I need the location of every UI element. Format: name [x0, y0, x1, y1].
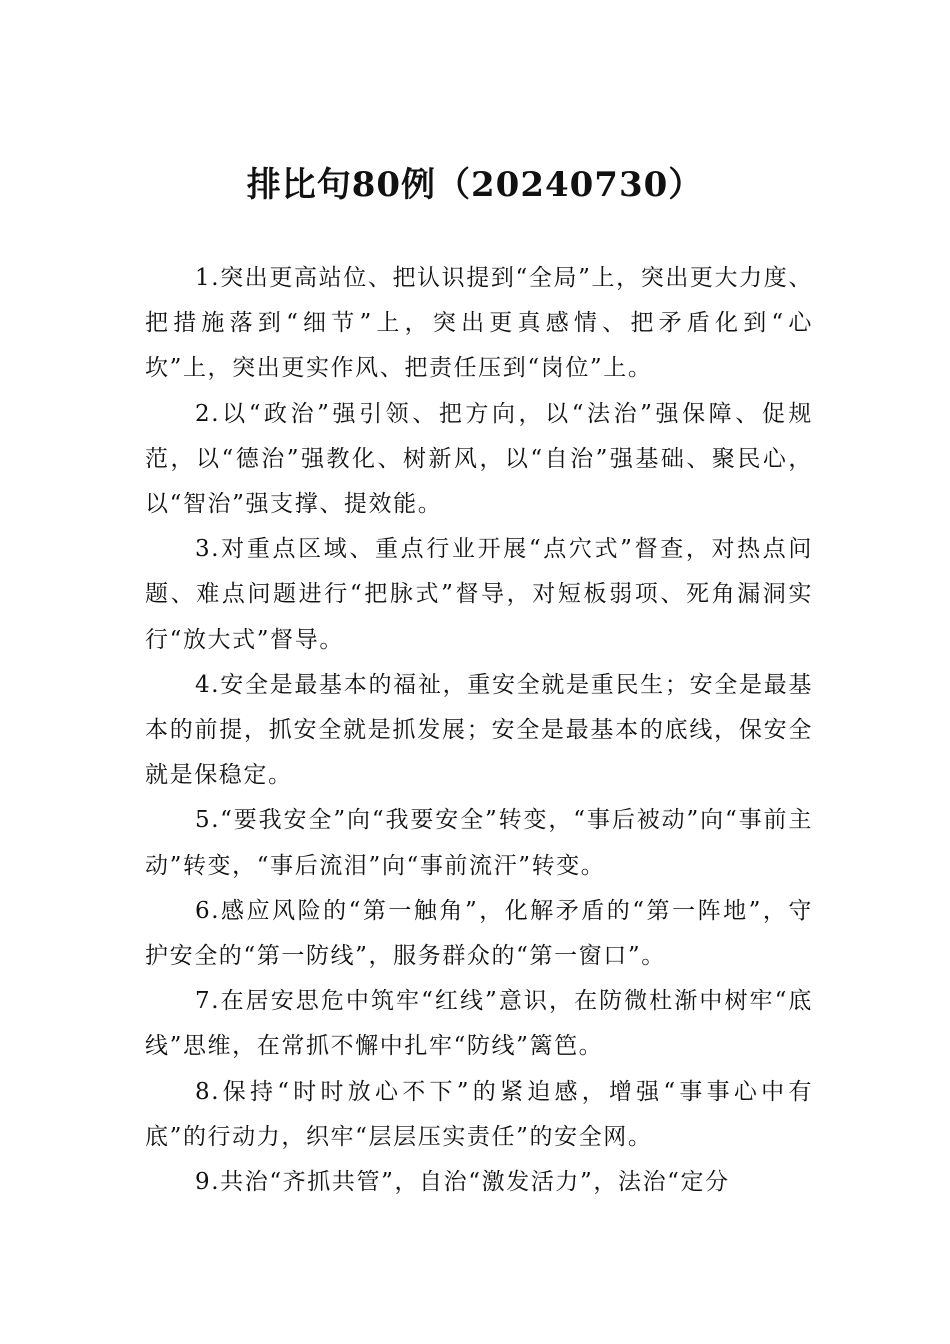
paragraph-9: 9.共治“齐抓共管”，自治“激发活力”，法治“定分	[195, 1169, 730, 1196]
document-title: 排比句80例（20240730）	[246, 165, 704, 205]
paragraph-2: 2.以“政治”强引领、把方向，以“法治”强保障、促规范，以“德治”强教化、树新风，以“自治”强基础、聚民心，以“智治”强支撑、提效能。	[145, 400, 813, 518]
paragraph-8: 8.保持“时时放心不下”的紧迫感，增强“事事心中有底”的行动力，织牢“层层压实责任”的安全网。	[145, 1078, 813, 1150]
document-body	[145, 256, 813, 1205]
paragraph-6: 6.感应风险的“第一触角”，化解矛盾的“第一阵地”，守护安全的“第一防线”，服务群众的“第一窗口”。	[145, 897, 813, 970]
paragraph-7: 7.在居安思危中筑牢“红线”意识，在防微杜渐中树牢“底线”思维，在常抓不懈中扎牢“防线”篱笆。	[145, 988, 813, 1060]
paragraph-1: 1.突出更高站位、把认识提到“全局”上，突出更大力度、把措施落到“细节”上，突出更真感情、把矛盾化到“心坎”上，突出更实作风、把责任压到“岗位”上。	[145, 265, 813, 382]
paragraph-5: 5.“要我安全”向“我要安全”转变，“事后被动”向“事前主动”转变，“事后流泪”向“事前流汗”转变。	[145, 807, 813, 879]
paragraph-4: 4.安全是最基本的福祉，重安全就是重民生；安全是最基本的前提，抓安全就是抓发展；安全是最基本的底线，保安全就是保稳定。	[145, 671, 813, 789]
paragraph-3: 3.对重点区域、重点行业开展“点穴式”督查，对热点问题、难点问题进行“把脉式”督导，对短板弱项、死角漏洞实行“放大式”督导。	[145, 536, 813, 653]
